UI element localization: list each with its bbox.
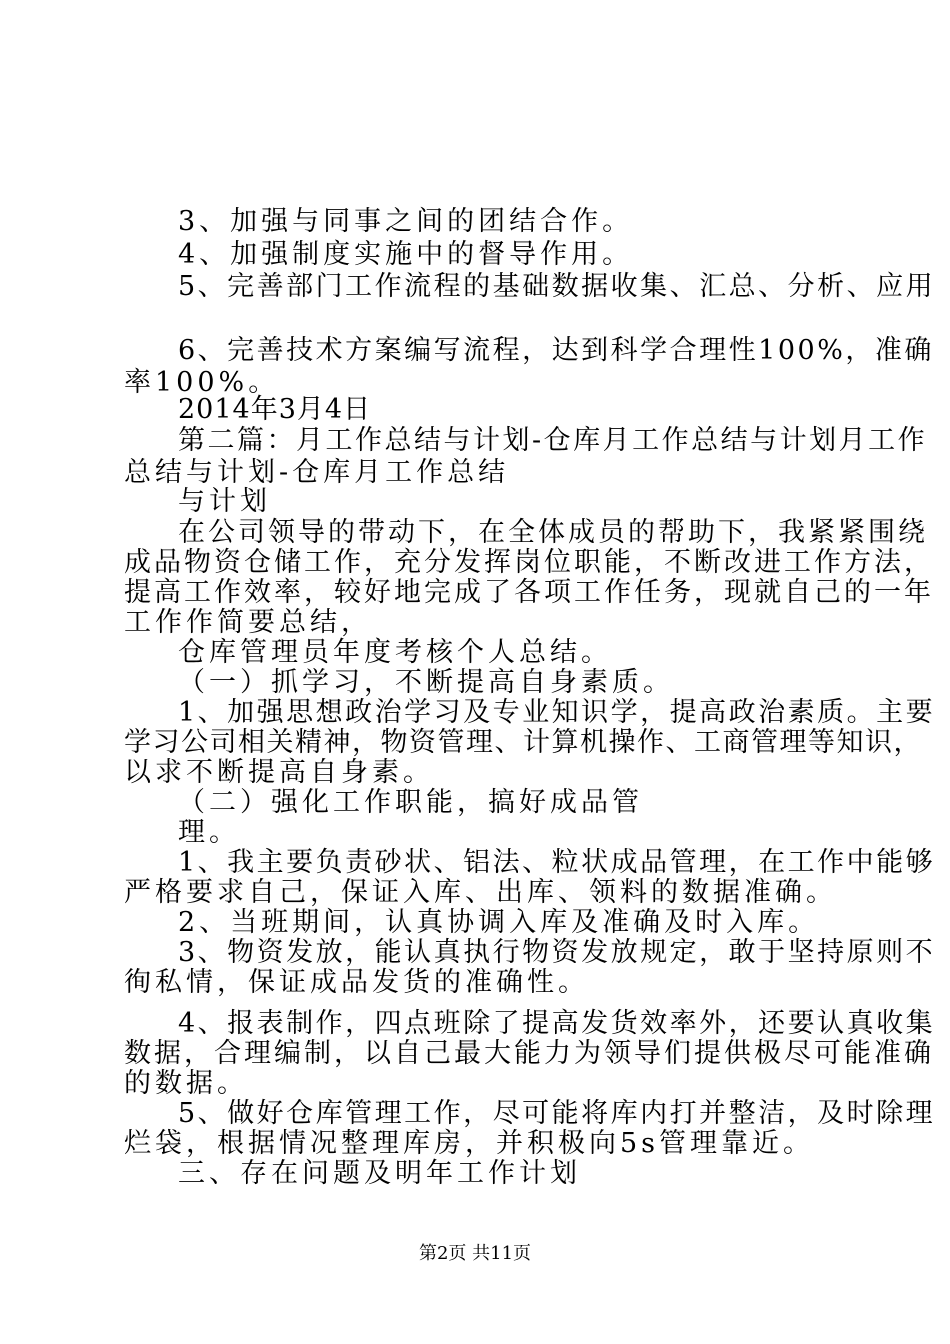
text-line: 1、我主要负责砂状、铝法、粒状成品管理，在工作中能够 [178, 847, 936, 878]
page-footer: 第2页 共11页 [418, 1243, 532, 1264]
section-title-cont: 总结与计划-仓库月工作总结 [124, 457, 510, 488]
text-line: 2、当班期间，认真协调入库及准确及时入库。 [178, 907, 820, 938]
text-line: 5、完善部门工作流程的基础数据收集、汇总、分析、应用 [178, 271, 936, 302]
text-line: 仓库管理员年度考核个人总结。 [178, 637, 612, 668]
text-line: 烂袋，根据情况整理库房，并积极向5s管理靠近。 [124, 1128, 815, 1159]
text-line: 在公司领导的带动下，在全体成员的帮助下，我紧紧围绕 [178, 517, 928, 548]
text-line: 5、做好仓库管理工作，尽可能将库内打并整洁，及时除理 [178, 1098, 936, 1129]
text-line: 徇私情，保证成品发货的准确性。 [124, 967, 589, 998]
text-line: 4、加强制度实施中的督导作用。 [178, 239, 634, 270]
text-line: 成品物资仓储工作，充分发挥岗位职能，不断改进工作方法， [124, 547, 934, 578]
text-line: 与计划 [178, 486, 271, 517]
text-line: 1、加强思想政治学习及专业知识学，提高政治素质。主要 [178, 697, 936, 728]
subheading: （二）强化工作职能，搞好成品管 [178, 787, 643, 818]
text-line: 6、完善技术方案编写流程，达到科学合理性100%，准确 [178, 335, 934, 366]
text-line: 数据，合理编制，以自己最大能力为领导们提供极尽可能准确 [124, 1038, 934, 1069]
subheading: 三、存在问题及明年工作计划 [178, 1158, 581, 1189]
text-line: 3、加强与同事之间的团结合作。 [178, 206, 634, 237]
date-line: 2014年3月4日 [178, 394, 372, 425]
section-title: 第二篇：月工作总结与计划-仓库月工作总结与计划月工作 [178, 425, 928, 456]
subheading: （一）抓学习，不断提高自身素质。 [178, 667, 674, 698]
text-line: 提高工作效率，较好地完成了各项工作任务，现就自己的一年 [124, 577, 934, 608]
text-line: 理。 [178, 817, 240, 848]
text-line: 工作作简要总结， [124, 607, 372, 638]
text-line: 学习公司相关精神，物资管理、计算机操作、工商管理等知识， [124, 727, 922, 758]
text-line: 的数据。 [124, 1068, 248, 1099]
text-line: 率100%。 [124, 367, 280, 398]
text-line: 3、物资发放，能认真执行物资发放规定，敢于坚持原则不 [178, 937, 936, 968]
text-line: 严格要求自己，保证入库、出库、领料的数据准确。 [124, 877, 837, 908]
text-line: 4、报表制作，四点班除了提高发货效率外，还要认真收集 [178, 1008, 936, 1039]
text-line: 以求不断提高自身素。 [124, 757, 434, 788]
